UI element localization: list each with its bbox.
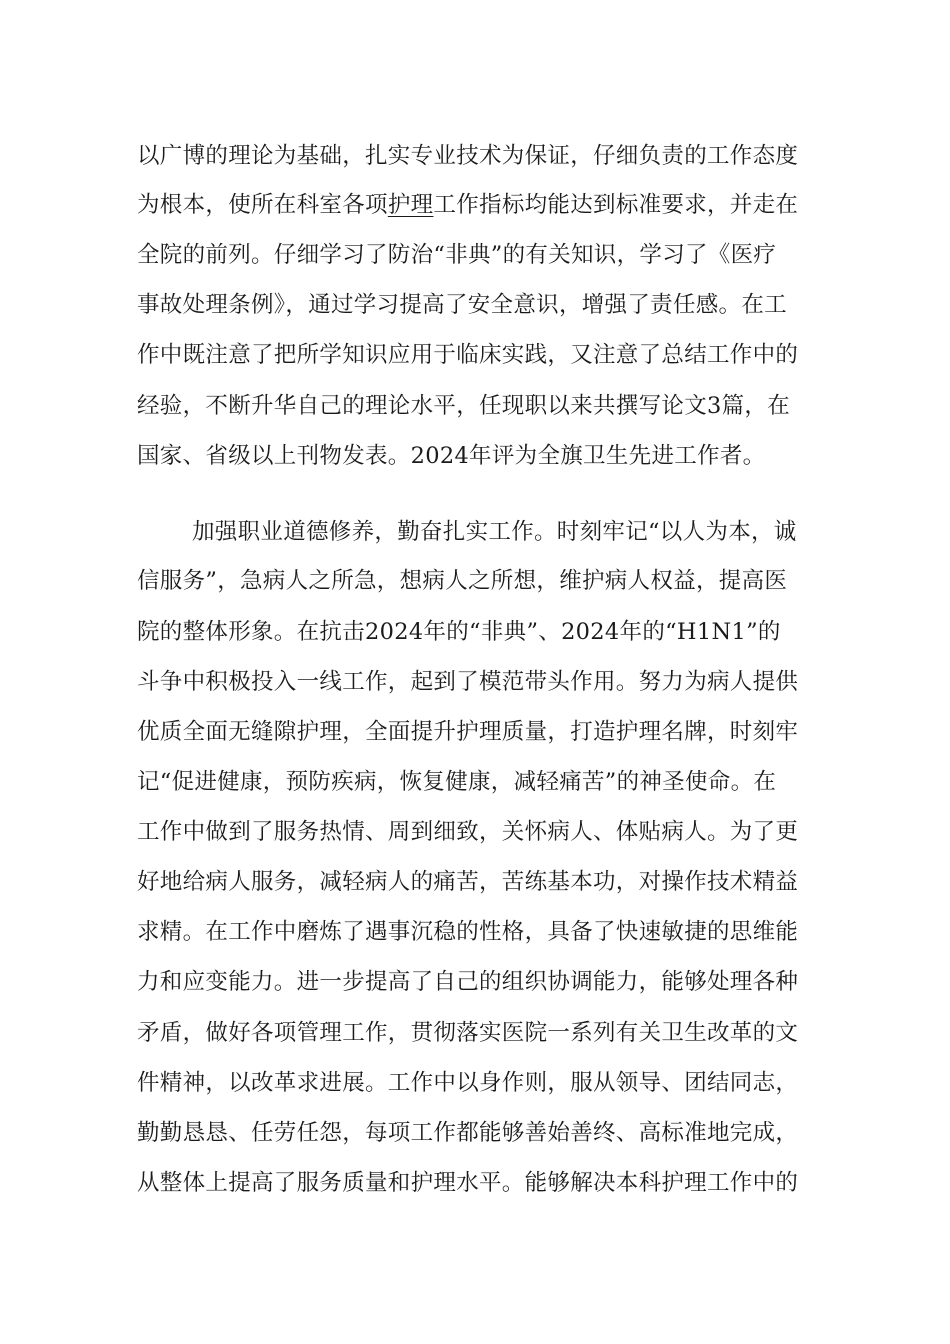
paragraph-line: 力和应变能力。进一步提高了自己的组织协调能力，能够处理各种: [137, 969, 799, 995]
line-segment: [137, 192, 798, 218]
paragraph-line: 件精神，以改革求进展。工作中以身作则，服从领导、团结同志，: [137, 1070, 799, 1096]
paragraph-line: 工作中做到了服务热情、周到细致，关怀病人、体贴病人。为了更: [137, 819, 799, 845]
paragraph-line: 优质全面无缝隙护理，全面提升护理质量，打造护理名牌，时刻牢: [137, 719, 799, 745]
paragraph-line: 信服务”，急病人之所急，想病人之所想，维护病人权益，提高医: [137, 568, 788, 594]
paragraph-line: 事故处理条例》，通过学习提高了安全意识，增强了责任感。在工: [137, 292, 787, 318]
paragraph-line: 从整体上提高了服务质量和护理水平。能够解决本科护理工作中的: [137, 1170, 799, 1196]
paragraph-line: 作中既注意了把所学知识应用于临床实践，又注意了总结工作中的: [137, 342, 799, 368]
paragraph-line: 经验，不断升华自己的理论水平，任现职以来共撰写论文3篇，在: [137, 393, 791, 419]
paragraph-line: 勤勤恳恳、任劳任怨，每项工作都能够善始善终、高标准地完成，: [137, 1120, 799, 1146]
paragraph-line: 加强职业道德修养，勤奋扎实工作。时刻牢记“以人为本，诚: [192, 519, 797, 545]
line-text: 为根本，使所在科室各项: [137, 192, 388, 218]
paragraph-line: 好地给病人服务，减轻病人的痛苦，苦练基本功，对操作技术精益: [137, 869, 799, 895]
line-text: 工作指标均能达到标准要求，并走在: [433, 192, 799, 218]
paragraph-line: 矛盾，做好各项管理工作，贯彻落实医院一系列有关卫生改革的文: [137, 1020, 799, 1046]
paragraph-line: 全院的前列。仔细学习了防治“非典”的有关知识，学习了《医疗: [137, 242, 777, 268]
underlined-word: 护理: [387, 192, 434, 218]
paragraph-line: 以广博的理论为基础，扎实专业技术为保证，仔细负责的工作态度: [137, 143, 799, 169]
paragraph-line: 记“促进健康，预防疾病，恢复健康，减轻痛苦”的神圣使命。在: [137, 769, 777, 795]
paragraph-line: 求精。在工作中磨炼了遇事沉稳的性格，具备了快速敏捷的思维能: [137, 919, 799, 945]
paragraph-line: 国家、省级以上刊物发表。2024年评为全旗卫生先进工作者。: [137, 443, 766, 469]
paragraph-line: 院的整体形象。在抗击2024年的“非典”、2024年的“H1N1”的: [137, 619, 781, 645]
paragraph-line: [137, 190, 798, 220]
paragraph-line: 斗争中积极投入一线工作，起到了模范带头作用。努力为病人提供: [137, 669, 799, 695]
